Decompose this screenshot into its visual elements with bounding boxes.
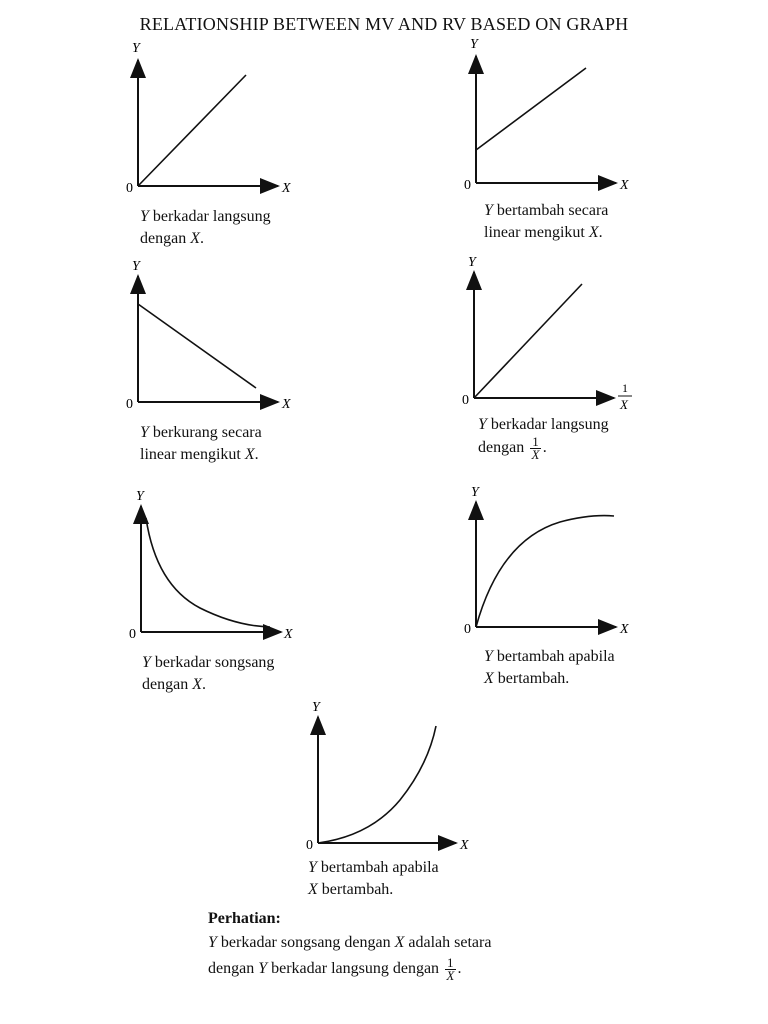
plot-line — [138, 75, 246, 186]
x-axis-frac-num: 1 — [622, 381, 628, 395]
plot-line — [476, 68, 586, 150]
origin-label: 0 — [126, 397, 133, 412]
page-title: RELATIONSHIP BETWEEN MV AND RV BASED ON GRAPH — [139, 14, 629, 34]
graph-inverse-proportion — [129, 489, 293, 642]
x-axis-label: X — [620, 178, 629, 193]
graph-increasing-concave — [464, 485, 629, 637]
y-axis-label: Y — [468, 255, 476, 270]
plot-line — [138, 304, 256, 388]
graph-linear-decrease — [126, 259, 291, 412]
fraction-one-over-x: $\frac{1}{X}$ — [531, 434, 540, 462]
graph-direct-inverse-x — [462, 255, 632, 412]
x-axis-label: X — [282, 397, 291, 412]
origin-label: 0 — [306, 838, 313, 853]
origin-label: 0 — [462, 393, 469, 408]
note-fraction-one-over-x: $\frac{1}{X}$ — [446, 954, 455, 983]
caption-graph-4: Y berkadar langsung dengan $\frac{1}{X}$ . — [478, 416, 609, 462]
plot-curve — [146, 518, 270, 627]
x-axis-label: X — [284, 627, 293, 642]
x-axis-label: X — [460, 838, 469, 853]
plot-curve — [318, 726, 436, 843]
y-axis-label: Y — [312, 700, 320, 715]
origin-label: 0 — [129, 627, 136, 642]
plot-curve — [476, 516, 614, 627]
caption-graph-6: Y bertambah apabila X bertambah. — [484, 648, 615, 687]
caption-graph-3: Y berkurang secara linear mengikut X. — [140, 424, 262, 463]
y-axis-label: Y — [136, 489, 144, 504]
caption-graph-1: Y berkadar langsung dengan X. — [140, 208, 271, 247]
y-axis-label: Y — [132, 259, 140, 274]
caption-graph-7: Y bertambah apabila X bertambah. — [308, 859, 439, 898]
origin-label: 0 — [464, 622, 471, 637]
note-body: Y berkadar songsang dengan X adalah setara dengan Y berkadar langsung dengan $\frac{1}{X}$ . — [208, 934, 492, 983]
caption-graph-2: Y bertambah secara linear mengikut X. — [484, 202, 609, 241]
graph-direct-proportion — [126, 41, 291, 196]
graph-linear-increase — [464, 37, 629, 193]
y-axis-label: Y — [470, 37, 478, 52]
note-title: Perhatian: — [208, 910, 281, 927]
x-axis-label: X — [282, 181, 291, 196]
y-axis-label: Y — [132, 41, 140, 56]
caption-graph-5: Y berkadar songsang dengan X. — [142, 654, 275, 693]
y-axis-label: Y — [471, 485, 479, 500]
x-axis-frac-den: X — [620, 397, 628, 412]
plot-line — [474, 284, 582, 398]
origin-label: 0 — [464, 178, 471, 193]
origin-label: 0 — [126, 181, 133, 196]
x-axis-label: X — [620, 622, 629, 637]
graph-increasing-convex — [306, 700, 469, 853]
